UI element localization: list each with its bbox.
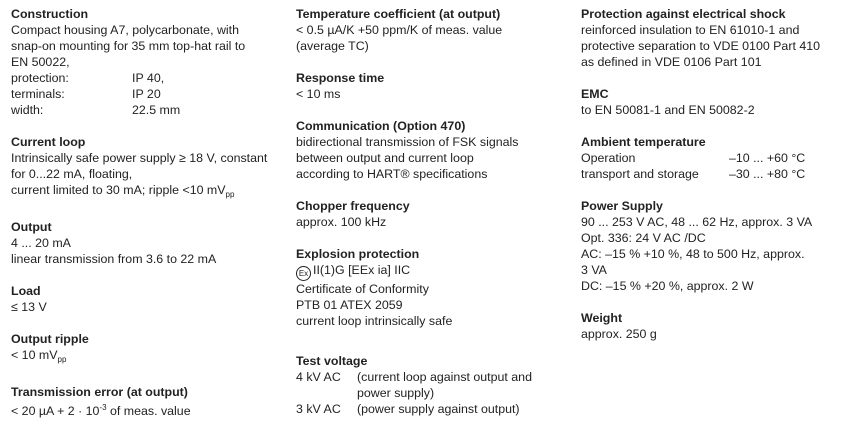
- load-value: ≤ 13 V: [11, 300, 47, 314]
- explosion-line: Certificate of Conformity: [296, 282, 429, 296]
- output-ripple-value: [11, 347, 283, 368]
- temperature-coefficient-section: [296, 6, 566, 54]
- test-voltage-desc-line: (power supply against output): [357, 402, 520, 416]
- chopper-frequency-value: approx. 100 kHz: [296, 215, 387, 229]
- load-section: [11, 283, 283, 315]
- current-loop-section: [11, 134, 283, 203]
- column-3: [581, 6, 847, 358]
- current-loop-line: Intrinsically safe power supply ≥ 18 V, constant: [11, 151, 268, 165]
- communication-line: according to HART® specifications: [296, 167, 488, 181]
- temperature-coefficient-line: < 0.5 µA/K +50 ppm/K of meas. value: [296, 23, 503, 37]
- power-supply-line: AC: –15 % +10 %, 48 to 500 Hz, approx.: [581, 247, 805, 261]
- protection-line: reinforced insulation to EN 61010-1 and: [581, 23, 800, 37]
- emc-section: [581, 86, 847, 118]
- test-voltage-desc: [357, 369, 532, 401]
- temperature-coefficient-heading: Temperature coefficient (at output): [296, 7, 501, 21]
- load-heading: Load: [11, 284, 41, 298]
- weight-value: approx. 250 g: [581, 327, 657, 341]
- emc-line: to EN 50081-1 and EN 50082-2: [581, 103, 755, 117]
- ambient-row: [581, 150, 847, 166]
- test-voltage-key: 3 kV AC: [296, 402, 341, 416]
- protection-line: as defined in VDE 0106 Part 101: [581, 55, 762, 69]
- construction-line: Compact housing A7, polycarbonate, with: [11, 23, 239, 37]
- current-loop-heading: Current loop: [11, 135, 86, 149]
- transmission-error-value: [11, 400, 283, 419]
- ambient-value: –30 ... +80 °C: [729, 167, 806, 181]
- explosion-marking-text: II(1)G [EEx ia] IIC: [313, 263, 411, 277]
- transmission-error-heading: Transmission error (at output): [11, 385, 188, 399]
- explosion-line: PTB 01 ATEX 2059: [296, 298, 403, 312]
- response-time-section: [296, 70, 566, 102]
- protection-heading: Protection against electrical shock: [581, 7, 786, 21]
- ambient-key: transport and storage: [581, 167, 699, 181]
- output-ripple-text: < 10 mV: [11, 348, 58, 362]
- row-key: terminals:: [11, 87, 65, 101]
- construction-section: [11, 6, 283, 118]
- power-supply-heading: Power Supply: [581, 199, 663, 213]
- weight-section: [581, 310, 847, 342]
- power-supply-line: 90 ... 253 V AC, 48 ... 62 Hz, approx. 3 VA: [581, 215, 813, 229]
- explosion-protection-section: [296, 246, 566, 329]
- transmission-error-exponent: -3: [99, 403, 107, 412]
- protection-line: protective separation to VDE 0100 Part 410: [581, 39, 821, 53]
- communication-heading: Communication (Option 470): [296, 119, 466, 133]
- row-value: 22.5 mm: [132, 103, 181, 117]
- transmission-error-section: [11, 384, 283, 419]
- output-ripple-section: [11, 331, 283, 368]
- ambient-value: –10 ... +60 °C: [729, 151, 806, 165]
- explosion-protection-heading: Explosion protection: [296, 247, 420, 261]
- transmission-error-suffix: of meas. value: [106, 404, 191, 418]
- output-ripple-heading: Output ripple: [11, 332, 89, 346]
- construction-heading: Construction: [11, 7, 89, 21]
- communication-line: between output and current loop: [296, 151, 474, 165]
- output-line: linear transmission from 3.6 to 22 mA: [11, 252, 217, 266]
- construction-line: EN 50022,: [11, 55, 70, 69]
- power-supply-line: Opt. 336: 24 V AC /DC: [581, 231, 706, 245]
- construction-line: snap-on mounting for 35 mm top-hat rail to: [11, 39, 246, 53]
- row-key: width:: [11, 103, 44, 117]
- test-voltage-desc-line: power supply): [357, 386, 435, 400]
- ripple-subscript: pp: [225, 190, 235, 199]
- ex-symbol-icon: Ex: [296, 266, 311, 281]
- test-voltage-desc-line: (current loop against output and: [357, 370, 532, 384]
- protection-section: [581, 6, 847, 70]
- output-section: [11, 219, 283, 267]
- ambient-temperature-section: [581, 134, 847, 182]
- ambient-row: [581, 166, 847, 182]
- transmission-error-prefix: < 20 µA + 2 · 10: [11, 404, 100, 418]
- column-1: [11, 6, 283, 435]
- current-loop-ripple: [11, 182, 283, 203]
- output-heading: Output: [11, 220, 52, 234]
- width-row: [11, 102, 283, 118]
- emc-heading: EMC: [581, 87, 609, 101]
- temperature-coefficient-line: (average TC): [296, 39, 369, 53]
- chopper-frequency-heading: Chopper frequency: [296, 199, 410, 213]
- explosion-marking: [296, 262, 566, 281]
- output-ripple-subscript: pp: [57, 355, 67, 364]
- chopper-frequency-section: [296, 198, 566, 230]
- weight-heading: Weight: [581, 311, 623, 325]
- communication-section: [296, 118, 566, 182]
- communication-line: bidirectional transmission of FSK signals: [296, 135, 519, 149]
- column-2: [296, 6, 566, 433]
- test-voltage-row: [296, 369, 566, 401]
- ambient-temperature-heading: Ambient temperature: [581, 135, 706, 149]
- row-value: IP 20: [132, 87, 161, 101]
- terminals-row: [11, 86, 283, 102]
- test-voltage-heading: Test voltage: [296, 354, 368, 368]
- test-voltage-key: 4 kV AC: [296, 370, 341, 384]
- explosion-line: current loop intrinsically safe: [296, 314, 453, 328]
- response-time-value: < 10 ms: [296, 87, 341, 101]
- test-voltage-section: [296, 353, 566, 417]
- response-time-heading: Response time: [296, 71, 385, 85]
- output-line: 4 ... 20 mA: [11, 236, 71, 250]
- ripple-text: current limited to 30 mA; ripple <10 mV: [11, 183, 226, 197]
- ambient-key: Operation: [581, 151, 636, 165]
- power-supply-line: 3 VA: [581, 263, 607, 277]
- protection-row: [11, 70, 283, 86]
- row-value: IP 40,: [132, 71, 165, 85]
- current-loop-line: for 0...22 mA, floating,: [11, 167, 133, 181]
- power-supply-line: DC: –15 % +20 %, approx. 2 W: [581, 279, 754, 293]
- test-voltage-row: [296, 401, 566, 417]
- row-key: protection:: [11, 71, 69, 85]
- power-supply-section: [581, 198, 847, 294]
